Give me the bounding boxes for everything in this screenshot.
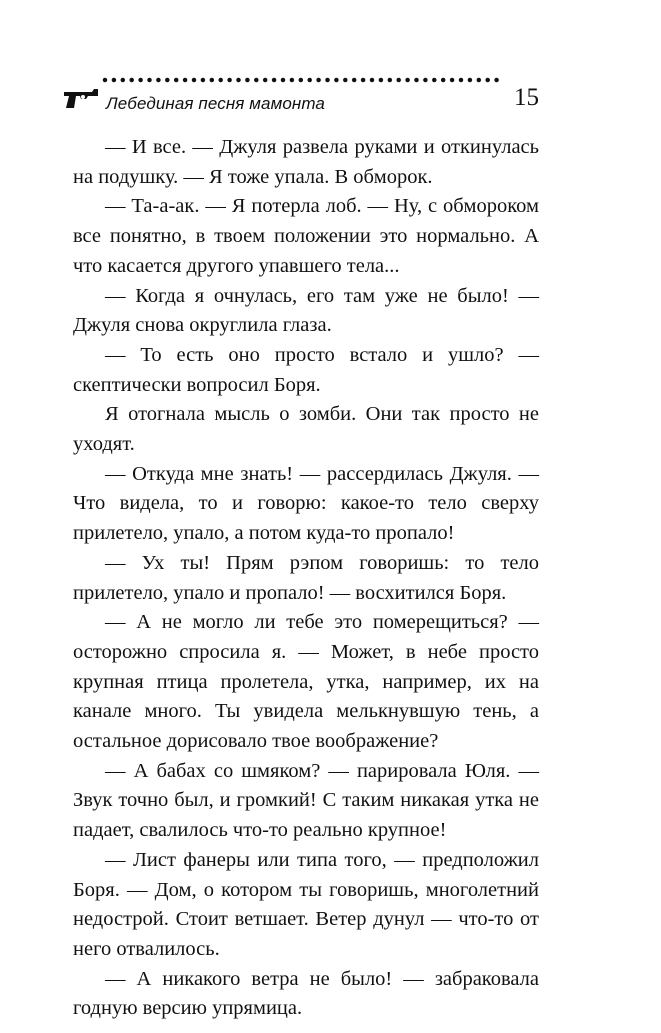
text-body	[73, 133, 539, 1024]
paragraph: — И все. — Джуля развела руками и откинулась на подушку. — Я тоже упала. В обморок.	[73, 136, 539, 188]
paragraph: — Когда я очнулась, его там уже не было! — Джуля снова округлила глаза.	[73, 284, 539, 337]
paragraph: — А никакого ветра не было! — забраковала годную версию упрямица.	[73, 967, 539, 1020]
page-header	[62, 74, 552, 126]
paragraph: — Та-а-ак. — Я потерла лоб. — Ну, с обмороком все понятно, в твоем положении это нормально. А что касается другого упавшего тела...	[73, 195, 539, 277]
paragraph: — А не могло ли тебе это померещиться? — осторожно спросила я. — Может, в небе просто крупная птица пролетела, утка, например, их на канале много. Ты увидела мелькнувшую тень, а остальное дорисовало твое воображение?	[73, 611, 539, 753]
paragraph: Я отогнала мысль о зомби. Они так просто не уходят.	[73, 403, 539, 456]
header-dotted-rule	[102, 74, 502, 86]
paragraph: — Откуда мне знать! — рассердилась Джуля. — Что видела, то и говорю: какое-то тело сверху прилетело, упало, а потом куда-то пропало!	[73, 462, 539, 545]
book-title: Лебединая песня мамонта	[106, 94, 325, 113]
paragraph: — То есть оно просто встало и ушло? — скептически вопросил Боря.	[73, 343, 539, 396]
paragraph: — Лист фанеры или типа того, — предположил Боря. — Дом, о котором ты говоришь, многолетний недострой. Стоит ветшает. Ветер дунул — что-то от него отвалилось.	[73, 848, 539, 960]
paragraph: — Ух ты! Прям рэпом говоришь: то тело прилетело, упало и пропало! — восхитился Боря.	[73, 551, 539, 604]
paragraph: — А бабах со шмяком? — парировала Юля. — Звук точно был, и громкий! С таким никакая утка не падает, свалилось что-то реально крупное!	[73, 759, 539, 842]
revolver-icon	[62, 86, 102, 110]
page-number: 15	[514, 84, 539, 111]
